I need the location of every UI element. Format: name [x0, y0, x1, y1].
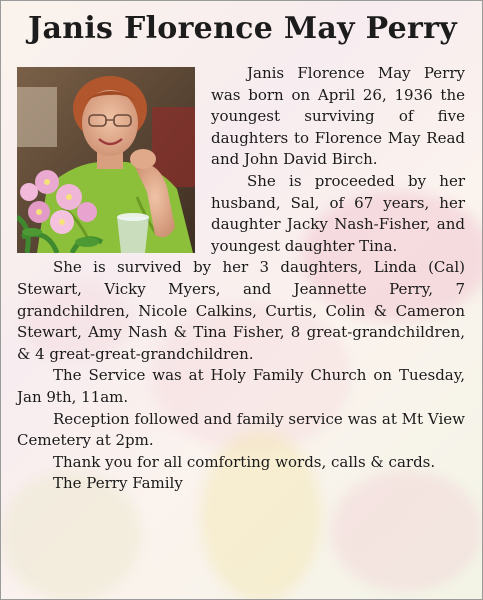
paragraph-reception: Reception followed and family service was at Mt View Cemetery at 2pm.	[17, 409, 465, 450]
paragraph-service: The Service was at Holy Family Church on Tuesday, Jan 9th, 11am.	[17, 366, 465, 406]
obituary-body	[17, 63, 465, 495]
deceased-name-title: Janis Florence May Perry	[28, 11, 457, 46]
signature-line: The Perry Family	[53, 474, 183, 493]
paragraph-birth: Janis Florence May Perry was born on April 26, 1936 the youngest surviving of five daughters to Florence May Read and John David Birch.	[211, 64, 465, 169]
paragraph-survivors: She is survived by her 3 daughters, Linda (Cal) Stewart, Vicky Myers, and Jeannette Perry, 7 grandchildren, Nicole Calkins, Curtis, Colin & Cameron Stewart, Amy Nash & Tina Fisher, 8 great-grandchildren, & 4 great-great-grandchildren.	[17, 258, 465, 363]
paragraph-thanks: Thank you for all comforting words, calls & cards.	[53, 452, 436, 471]
paragraph-predeceased: She is proceeded by her husband, Sal, of 67 years, her daughter Jacky Nash-Fisher, and youngest daughter Tina.	[211, 171, 465, 255]
photo-spacer	[17, 63, 195, 252]
